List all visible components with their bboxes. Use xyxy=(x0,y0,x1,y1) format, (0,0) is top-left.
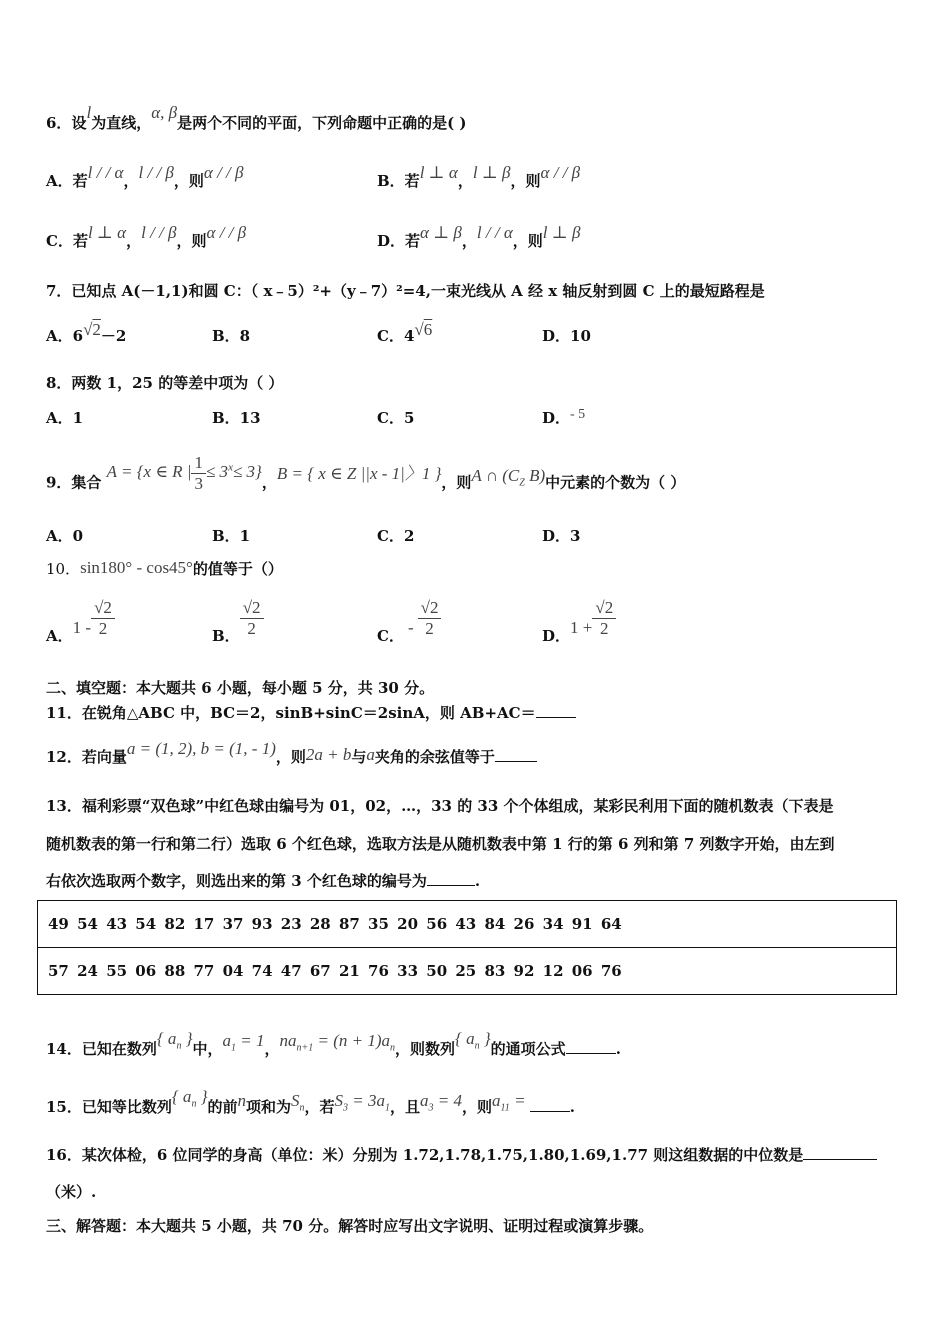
q8-stem: 8．两数 1，25 的等差中项为（ ） xyxy=(46,374,284,392)
q15-answer-blank[interactable] xyxy=(530,1097,570,1112)
q8-option-d: D．- 5 xyxy=(542,407,586,427)
table-row xyxy=(38,948,897,995)
q8-option-a: A．1 xyxy=(46,409,84,427)
q15-stem: 15．已知等比数列{ $a_n$ }的前n项和为$S_n$，若$S_3 = 3a_1$，且$a_3 = 4$，则$a_{11}$ = . xyxy=(46,1087,576,1116)
section-3-heading: 三、解答题：本大题共 5 小题，共 70 分。解答时应写出文字说明、证明过程或演算步骤。 xyxy=(46,1217,654,1235)
q9-option-c: C．2 xyxy=(377,527,415,545)
section-2-heading: 二、填空题：本大题共 6 小题，每小题 5 分，共 30 分。 xyxy=(46,679,435,697)
q8-option-b: B．13 xyxy=(212,409,261,427)
q13-line-3: 右依次选取两个数字，则选出来的第 3 个红色球的编号为 . xyxy=(46,872,481,890)
q7-option-a: A．6√2－2 xyxy=(46,320,127,345)
q12-answer-blank[interactable] xyxy=(495,747,537,762)
q10-option-c: C． - $\frac{√2}{2}$ xyxy=(377,598,441,639)
q6-option-c: C．若l ⊥ α，l / / β，则α / / β xyxy=(46,223,247,250)
q6-stem: 6．设l为直线，α, β是两个不同的平面，下列命题中正确的是( ) xyxy=(46,103,467,132)
q7-stem: 7．已知点 A(－1,1)和圆 C：（ x﹣5）²+（y﹣7）²=4,一束光线从 A 经 x 轴反射到圆 C 上的最短路程是 xyxy=(46,282,765,300)
q10-option-b: B． $\frac{√2}{2}$ xyxy=(212,598,264,639)
q9-stem: 9．集合 A = {x ∈ R | $\frac{1}{3}$ ≤ $3^x\le 3$}，B = { x ∈ Z ||x - 1|〉1 }，则A ∩ ($C_Z$ B)中元素的个数为（ ） xyxy=(46,453,686,493)
q7-option-c: C．4√6 xyxy=(377,320,433,345)
q10-stem: 10．sin180° - cos45°的值等于（） xyxy=(46,558,283,578)
q6-option-b: B．若l ⊥ α，l ⊥ β，则α / / β xyxy=(377,163,581,190)
q8-option-c: C．5 xyxy=(377,409,415,427)
random-row-2: 57 24 55 06 88 77 04 74 47 67 21 76 33 50 25 83 92 12 06 76 xyxy=(38,948,897,995)
q11-stem: 11．在锐角△ABC 中，BC＝2，sinB+sinC＝2sinA，则 AB+AC＝ xyxy=(46,702,576,723)
q13-line-1: 13．福利彩票“双色球”中红色球由编号为 01，02，…，33 的 33 个个体组成，某彩民利用下面的随机数表（下表是 xyxy=(46,797,834,815)
q9-option-b: B．1 xyxy=(212,527,251,545)
q14-answer-blank[interactable] xyxy=(566,1039,616,1054)
q7-option-b: B．8 xyxy=(212,327,251,345)
q16-answer-blank[interactable] xyxy=(803,1145,877,1160)
q12-stem: 12．若向量a = (1, 2), b = (1, - 1)，则2a + b与a夹角的余弦值等于 xyxy=(46,746,537,767)
table-row xyxy=(38,901,897,948)
q9-option-d: D．3 xyxy=(542,527,581,545)
q10-option-d: D．1 + $\frac{√2}{2}$ xyxy=(542,598,616,639)
q11-answer-blank[interactable] xyxy=(536,703,576,718)
q9-option-a: A．0 xyxy=(46,527,84,545)
q6-option-d: D．若α ⊥ β，l / / α，则l ⊥ β xyxy=(377,223,581,250)
q16-stem: 16．某次体检，6 位同学的身高（单位：米）分别为 1.72,1.78,1.75,1.80,1.69,1.77 则这组数据的中位数是 xyxy=(46,1144,877,1165)
q13-line-2: 随机数表的第一行和第二行）选取 6 个红色球，选取方法是从随机数表中第 1 行的第 6 列和第 7 列数字开始，由左到 xyxy=(46,835,835,853)
q10-option-a: A．1 - $\frac{√2}{2}$ xyxy=(46,598,115,639)
q13-answer-blank[interactable] xyxy=(427,871,475,886)
q6-option-a: A．若l / / α，l / / β，则α / / β xyxy=(46,163,244,190)
q7-option-d: D．10 xyxy=(542,327,591,345)
random-row-1: 49 54 43 54 82 17 37 93 23 28 87 35 20 56 43 84 26 34 91 64 xyxy=(38,901,897,948)
q16-unit: （米）. xyxy=(46,1183,97,1201)
random-number-table xyxy=(37,900,897,995)
q14-stem: 14．已知在数列{ $a_n$ }中，$a_1 = 1$，$na_{n+1} = (n + 1)a_n$，则数列{ $a_n$ }的通项公式 . xyxy=(46,1029,621,1058)
